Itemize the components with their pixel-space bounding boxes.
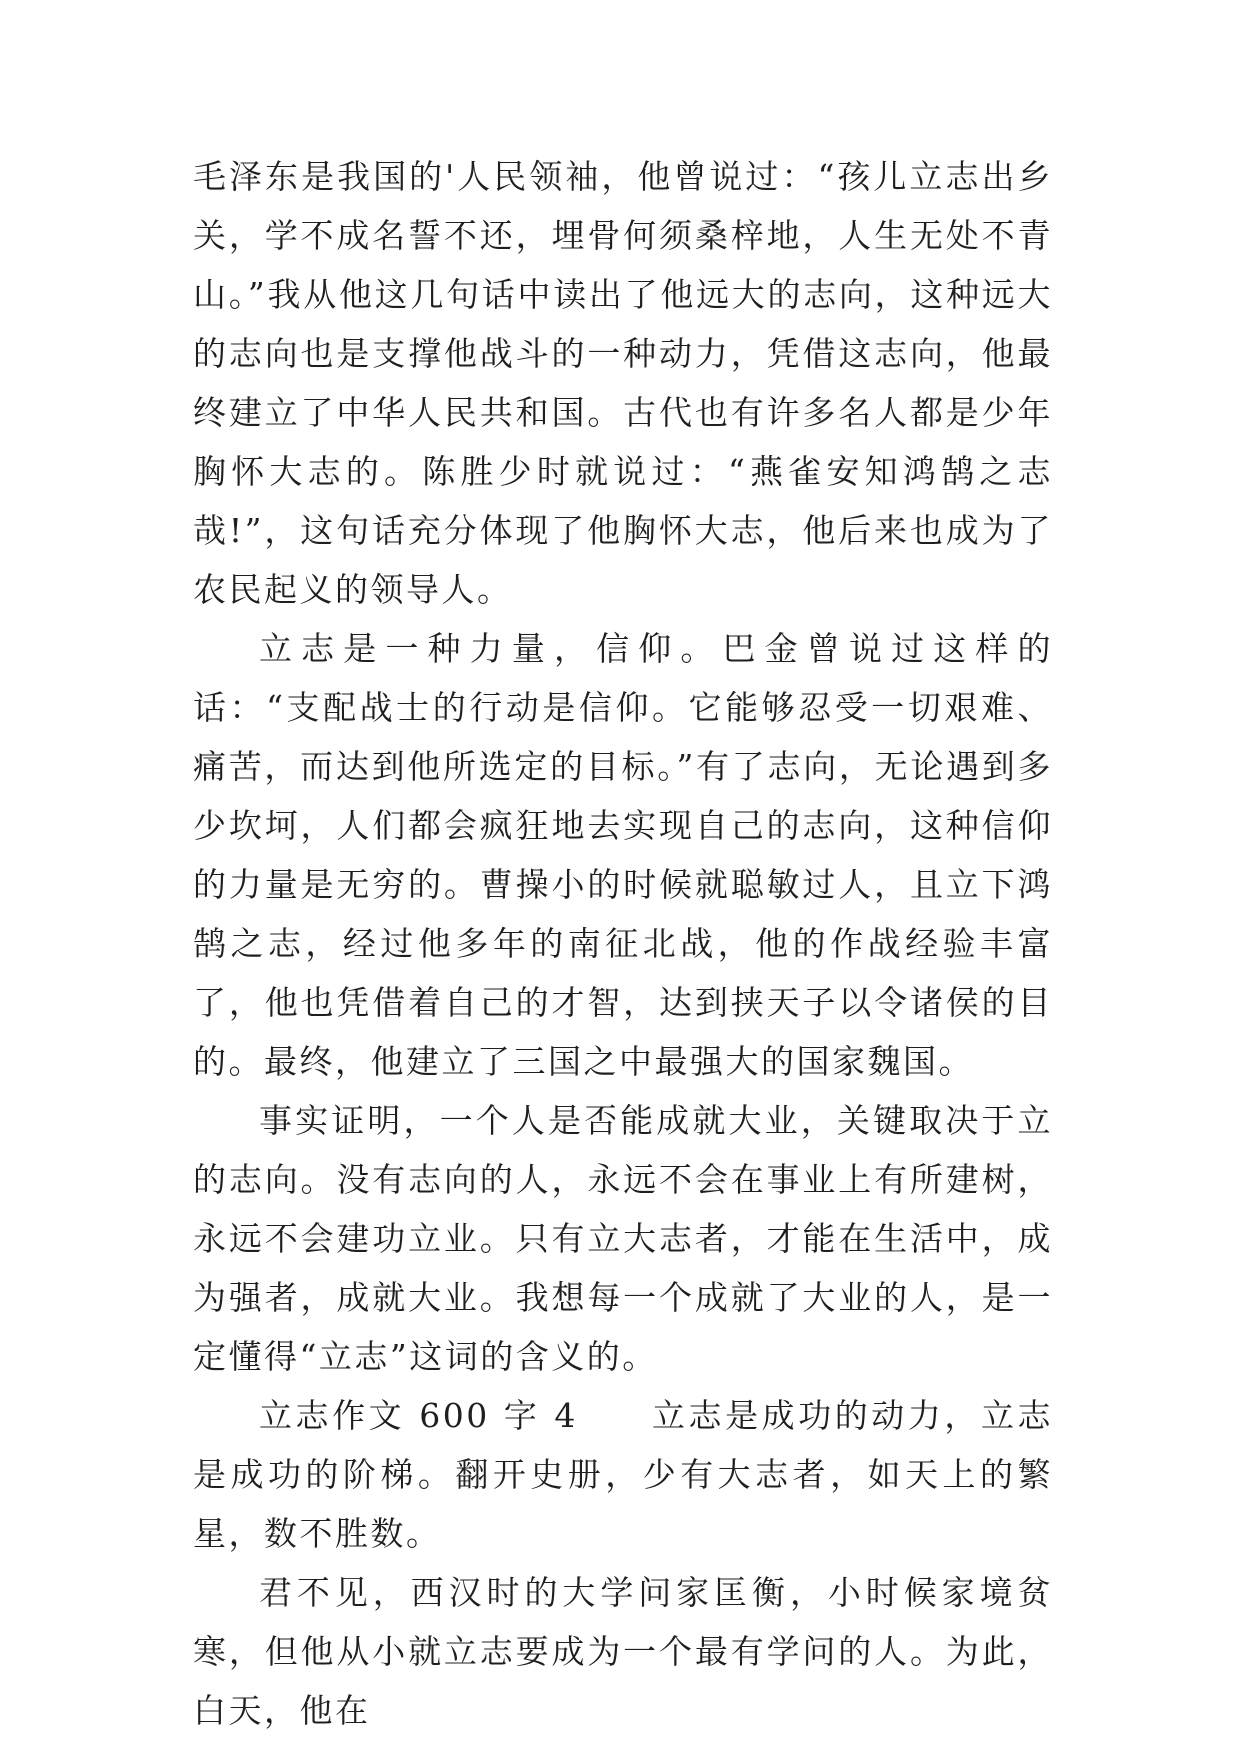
paragraph-2: 立志是一种力量，信仰。巴金曾说过这样的话：“支配战士的行动是信仰。它能够忍受一切艰难、痛苦，而达到他所选定的目标。”有了志向，无论遇到多少坎坷，人们都会疯狂地去实现自己的志向，这种信仰的力量是无穷的。曹操小的时候就聪敏过人，且立下鸿鹄之志，经过他多年的南征北战，他的作战经验丰富了，他也凭借着自己的才智，达到挟天子以令诸侯的目的。最终，他建立了三国之中最强大的国家魏国。 bbox=[193, 629, 1053, 1081]
paragraph-5: 君不见，西汉时的大学问家匡衡，小时候家境贫寒，但他从小就立志要成为一个最有学问的人。为此，白天，他在 bbox=[193, 1573, 1053, 1730]
document-body bbox=[193, 147, 1053, 1740]
paragraph-3: 事实证明，一个人是否能成就大业，关键取决于立的志向。没有志向的人，永远不会在事业上有所建树，永远不会建功立业。只有立大志者，才能在生活中，成为强者，成就大业。我想每一个成就了大业的人，是一定懂得“立志”这词的含义的。 bbox=[193, 1101, 1053, 1376]
paragraph-4: 立志作文 600 字 4 立志是成功的动力，立志是成功的阶梯。翻开史册，少有大志者，如天上的繁星，数不胜数。 bbox=[193, 1396, 1053, 1553]
paragraph-1: 毛泽东是我国的'人民领袖，他曾说过：“孩儿立志出乡关，学不成名誓不还，埋骨何须桑梓地，人生无处不青山。”我从他这几句话中读出了他远大的志向，这种远大的志向也是支撑他战斗的一种动力，凭借这志向，他最终建立了中华人民共和国。古代也有许多名人都是少年胸怀大志的。陈胜少时就说过：“燕雀安知鸿鹄之志哉!”，这句话充分体现了他胸怀大志，他后来也成为了农民起义的领导人。 bbox=[193, 157, 1053, 609]
